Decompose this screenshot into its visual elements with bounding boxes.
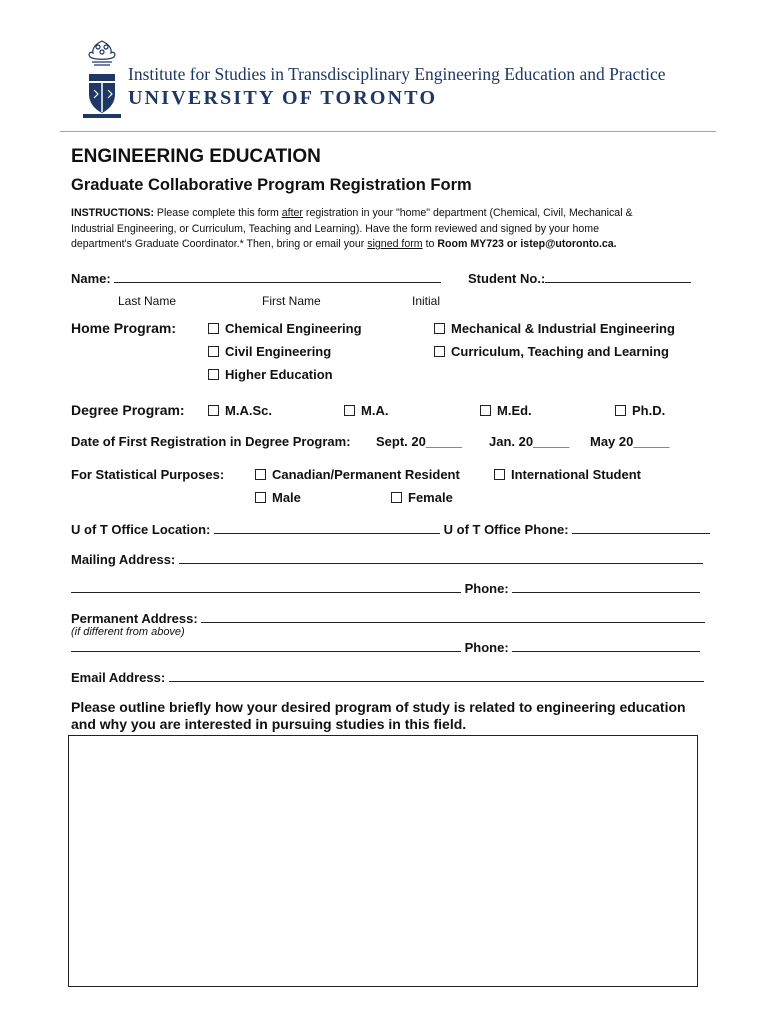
option-label: Civil Engineering bbox=[225, 344, 332, 359]
form-subtitle: Graduate Collaborative Program Registration Form bbox=[71, 176, 472, 194]
statistical-label: For Statistical Purposes: bbox=[71, 467, 225, 482]
instructions-text-2: registration in your "home" department (Chemical, Civil, Mechanical & bbox=[302, 207, 633, 219]
option-canadian-resident[interactable] bbox=[255, 467, 460, 482]
outline-prompt-line-1: Please outline briefly how your desired program of study is related to engineering education bbox=[71, 699, 686, 715]
checkbox-icon[interactable] bbox=[344, 405, 355, 416]
option-phd[interactable] bbox=[615, 403, 665, 418]
university-name: UNIVERSITY OF TORONTO bbox=[128, 87, 438, 109]
option-mechanical-industrial[interactable] bbox=[434, 321, 675, 336]
instructions-line-3b: to bbox=[422, 238, 438, 250]
initial-caption: Initial bbox=[412, 294, 441, 308]
institute-name: Institute for Studies in Transdisciplinary Engineering Education and Practice bbox=[128, 64, 666, 84]
option-masc[interactable] bbox=[208, 403, 272, 418]
checkbox-icon[interactable] bbox=[208, 346, 219, 357]
instructions-signed-form: signed form bbox=[367, 238, 423, 250]
checkbox-icon[interactable] bbox=[494, 469, 505, 480]
office-location-field[interactable] bbox=[214, 521, 440, 534]
option-label: M.Ed. bbox=[497, 403, 532, 418]
instructions bbox=[71, 206, 633, 253]
first-name-caption: First Name bbox=[262, 294, 321, 308]
checkbox-icon[interactable] bbox=[434, 323, 445, 334]
student-no-label: Student No.: bbox=[468, 271, 546, 286]
option-label: Mechanical & Industrial Engineering bbox=[451, 321, 675, 336]
checkbox-icon[interactable] bbox=[208, 405, 219, 416]
email-address-label: Email Address: bbox=[71, 670, 166, 685]
permanent-address-note: (if different from above) bbox=[71, 626, 185, 638]
option-female[interactable] bbox=[391, 490, 453, 505]
checkbox-icon[interactable] bbox=[255, 469, 266, 480]
university-crest-icon bbox=[80, 38, 124, 122]
permanent-address-line-2[interactable] bbox=[71, 639, 461, 652]
mailing-address-line-2[interactable] bbox=[71, 580, 461, 593]
checkbox-icon[interactable] bbox=[615, 405, 626, 416]
instructions-room: Room MY723 or istep@utoronto.ca. bbox=[437, 238, 617, 250]
option-med[interactable] bbox=[480, 403, 532, 418]
option-label: Male bbox=[272, 490, 301, 505]
outline-prompt-line-2: and why you are interested in pursuing studies in this field. bbox=[71, 716, 467, 732]
option-ma[interactable] bbox=[344, 403, 388, 418]
may-field[interactable]: May 20_____ bbox=[590, 434, 670, 449]
permanent-address-field[interactable] bbox=[201, 610, 705, 623]
option-label: Canadian/Permanent Resident bbox=[272, 467, 460, 482]
degree-program-label: Degree Program: bbox=[71, 402, 185, 418]
response-textarea[interactable] bbox=[68, 735, 698, 987]
option-civil-engineering[interactable] bbox=[208, 344, 331, 359]
mailing-address-label: Mailing Address: bbox=[71, 552, 176, 567]
header-rule bbox=[60, 131, 716, 132]
permanent-address-label: Permanent Address: bbox=[71, 611, 198, 626]
option-label: M.A.Sc. bbox=[225, 403, 272, 418]
checkbox-icon[interactable] bbox=[208, 369, 219, 380]
mailing-address-field[interactable] bbox=[179, 551, 703, 564]
office-phone-label: U of T Office Phone: bbox=[443, 522, 569, 537]
page-title: ENGINEERING EDUCATION bbox=[71, 146, 321, 167]
option-label: Ph.D. bbox=[632, 403, 666, 418]
option-male[interactable] bbox=[255, 490, 301, 505]
student-no-field[interactable] bbox=[545, 270, 691, 283]
jan-field[interactable]: Jan. 20_____ bbox=[489, 434, 570, 449]
last-name-caption: Last Name bbox=[118, 294, 177, 308]
option-curriculum-teaching[interactable] bbox=[434, 344, 669, 359]
checkbox-icon[interactable] bbox=[480, 405, 491, 416]
sept-field[interactable]: Sept. 20_____ bbox=[376, 434, 463, 449]
option-label: Curriculum, Teaching and Learning bbox=[451, 344, 669, 359]
email-address-field[interactable] bbox=[169, 669, 704, 682]
checkbox-icon[interactable] bbox=[434, 346, 445, 357]
name-field[interactable] bbox=[114, 270, 441, 283]
option-label: Chemical Engineering bbox=[225, 321, 362, 336]
checkbox-icon[interactable] bbox=[391, 492, 402, 503]
option-label: Female bbox=[408, 490, 453, 505]
permanent-phone-field[interactable] bbox=[512, 639, 700, 652]
office-phone-field[interactable] bbox=[572, 521, 710, 534]
option-label: M.A. bbox=[361, 403, 389, 418]
permanent-phone-label: Phone: bbox=[464, 640, 509, 655]
option-label: Higher Education bbox=[225, 367, 333, 382]
checkbox-icon[interactable] bbox=[208, 323, 219, 334]
mailing-phone-label: Phone: bbox=[464, 581, 509, 596]
option-chemical-engineering[interactable] bbox=[208, 321, 362, 336]
option-international-student[interactable] bbox=[494, 467, 641, 482]
instructions-line-2: Industrial Engineering, or Curriculum, Teaching and Learning). Have the form reviewed and signed by your home bbox=[71, 222, 600, 235]
option-higher-education[interactable] bbox=[208, 367, 333, 382]
instructions-after: after bbox=[281, 207, 303, 219]
checkbox-icon[interactable] bbox=[255, 492, 266, 503]
name-label: Name: bbox=[71, 271, 111, 286]
instructions-text-1: Please complete this form bbox=[153, 207, 282, 219]
instructions-label: INSTRUCTIONS: bbox=[71, 207, 154, 219]
mailing-phone-field[interactable] bbox=[512, 580, 700, 593]
logo bbox=[80, 38, 124, 122]
office-location-label: U of T Office Location: bbox=[71, 522, 211, 537]
instructions-line-3a: department's Graduate Coordinator.* Then, bring or email your bbox=[71, 238, 368, 250]
first-registration-label: Date of First Registration in Degree Program: bbox=[71, 434, 351, 449]
option-label: International Student bbox=[511, 467, 641, 482]
home-program-label: Home Program: bbox=[71, 320, 177, 336]
